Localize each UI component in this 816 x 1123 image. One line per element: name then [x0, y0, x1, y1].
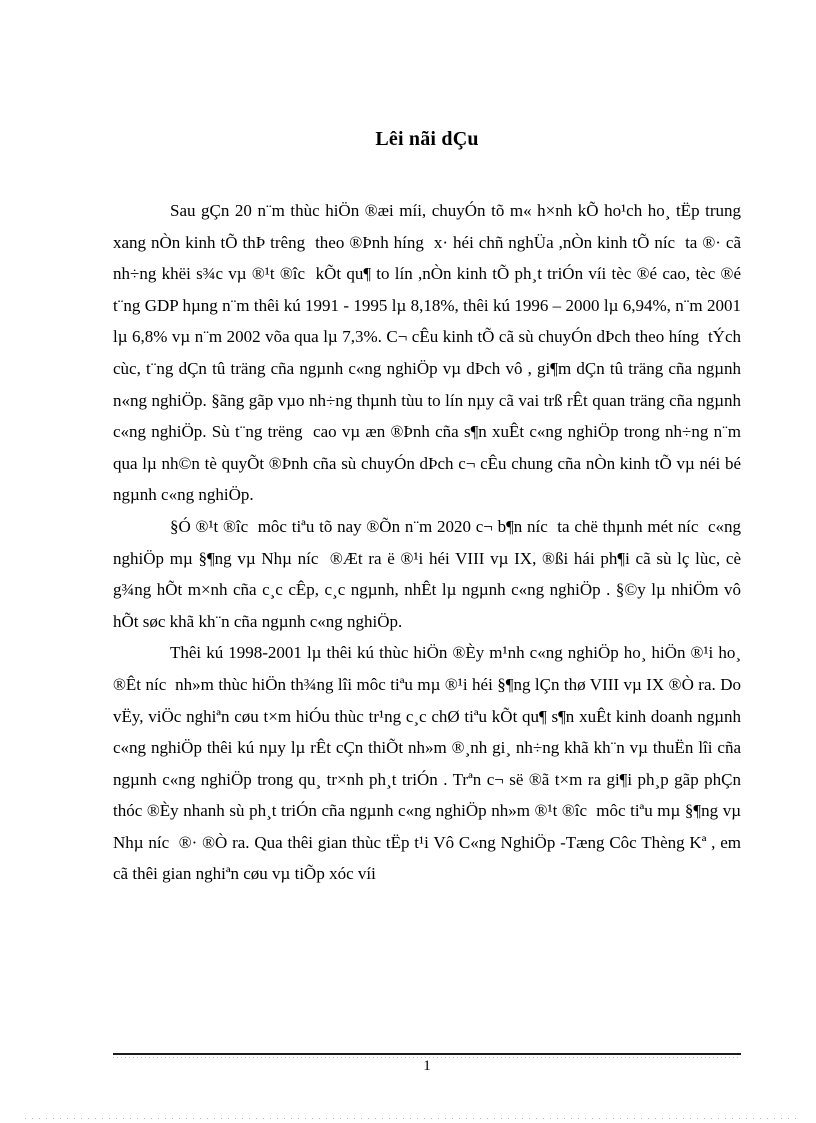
paragraph-2: §Ó ®¹t ®îc môc tiªu tõ nay ®Õn n¨m 2020 c¬ b¶n níc ta chë thµnh mét níc c«ng nghiÖp mµ §¶ng vµ Nhµ níc ®Æt ra ë ®¹i héi VIII vµ IX, ®ßi hái ph¶i cã sù lç lùc, cè g¾ng hÕt m×nh cña c¸c cÊp, c¸c ngµnh, nhÊt lµ ngµnh c«ng nghiÖp . §©y lµ nhiÖm vô hÕt søc khã kh¨n cña ngµnh c«ng nghiÖp. [113, 516, 741, 631]
paragraph-3: Thêi kú 1998-2001 lµ thêi kú thùc hiÖn ®Èy m¹nh c«ng nghiÖp ho¸ hiÖn ®¹i ho¸ ®Êt níc nh»m thùc hiÖn th¾ng lîi môc tiªu mµ ®¹i héi §¶ng lÇn thø VIII vµ IX ®Ò ra. Do vËy, viÖc nghiªn cøu t×m hiÓu thùc tr¹ng c¸c chØ tiªu kÕt qu¶ s¶n xuÊt kinh doanh ngµnh c«ng nghiÖp thêi kú nµy lµ rÊt cÇn thiÕt nh»m ®¸nh gi¸ nh÷ng khã kh¨n vµ thuËn lîi cña ngµnh c«ng nghiÖp trong qu¸ tr×nh ph¸t triÓn . Trªn c¬ së ®ã t×m ra gi¶i ph¸p gãp phÇn thóc ®Èy nhanh sù ph¸t triÓn cña ngµnh c«ng nghiÖp nh»m ®¹t ®îc môc tiªu mµ §¶ng vµ Nhµ níc ®· ®Ò ra. Qua thêi gian thùc tËp t¹i Vô C«ng NghiÖp -Tæng Côc Thèng Kª , em cã thêi gian nghiªn cøu vµ tiÕp xóc víi [113, 643, 741, 884]
page-number: 1 [423, 1058, 431, 1074]
document-body [113, 128, 741, 890]
page-bottom-boundary-dotted-line [25, 1118, 797, 1119]
page-title: Lêi nãi dÇu [375, 128, 479, 150]
paragraph-1: Sau gÇn 20 n¨m thùc hiÖn ®æi míi, chuyÓn tõ m« h×nh kÕ ho¹ch ho¸ tËp trung xang nÒn kinh tÕ thÞ trêng theo ®Þnh híng x· héi chñ nghÜa ,nÒn kinh tÕ níc ta ®· cã nh÷ng khëi s¾c vµ ®¹t ®îc kÕt qu¶ to lín ,nÒn kinh tÕ ph¸t triÓn víi tèc ®é cao, tèc ®é t¨ng GDP hµng n¨m thêi kú 1991 - 1995 lµ 8,18%, thêi kú 1996 – 2000 lµ 6,94%, n¨m 2001 lµ 6,8% vµ n¨m 2002 võa qua lµ 7,3%. C¬ cÊu kinh tÕ cã sù chuyÓn dÞch theo híng tÝch cùc, t¨ng dÇn tû träng cña ngµnh c«ng nghiÖp vµ dÞch vô , gi¶m dÇn tû träng cña ngµnh n«ng nghiÖp. §ãng gãp vµo nh÷ng thµnh tùu to lín nµy cã vai trß rÊt quan träng cña ngµnh c«ng nghiÖp. Sù t¨ng trëng cao vµ æn ®Þnh cña s¶n xuÊt c«ng nghiÖp trong nh÷ng n¨m qua lµ nh©n tè quyÕt ®Þnh cña sù chuyÓn dÞch c¬ cÊu chung cña nÒn kinh tÕ vµ néi bé ngµnh c«ng nghiÖp. [113, 201, 741, 505]
footer-separator-line [113, 1053, 741, 1055]
